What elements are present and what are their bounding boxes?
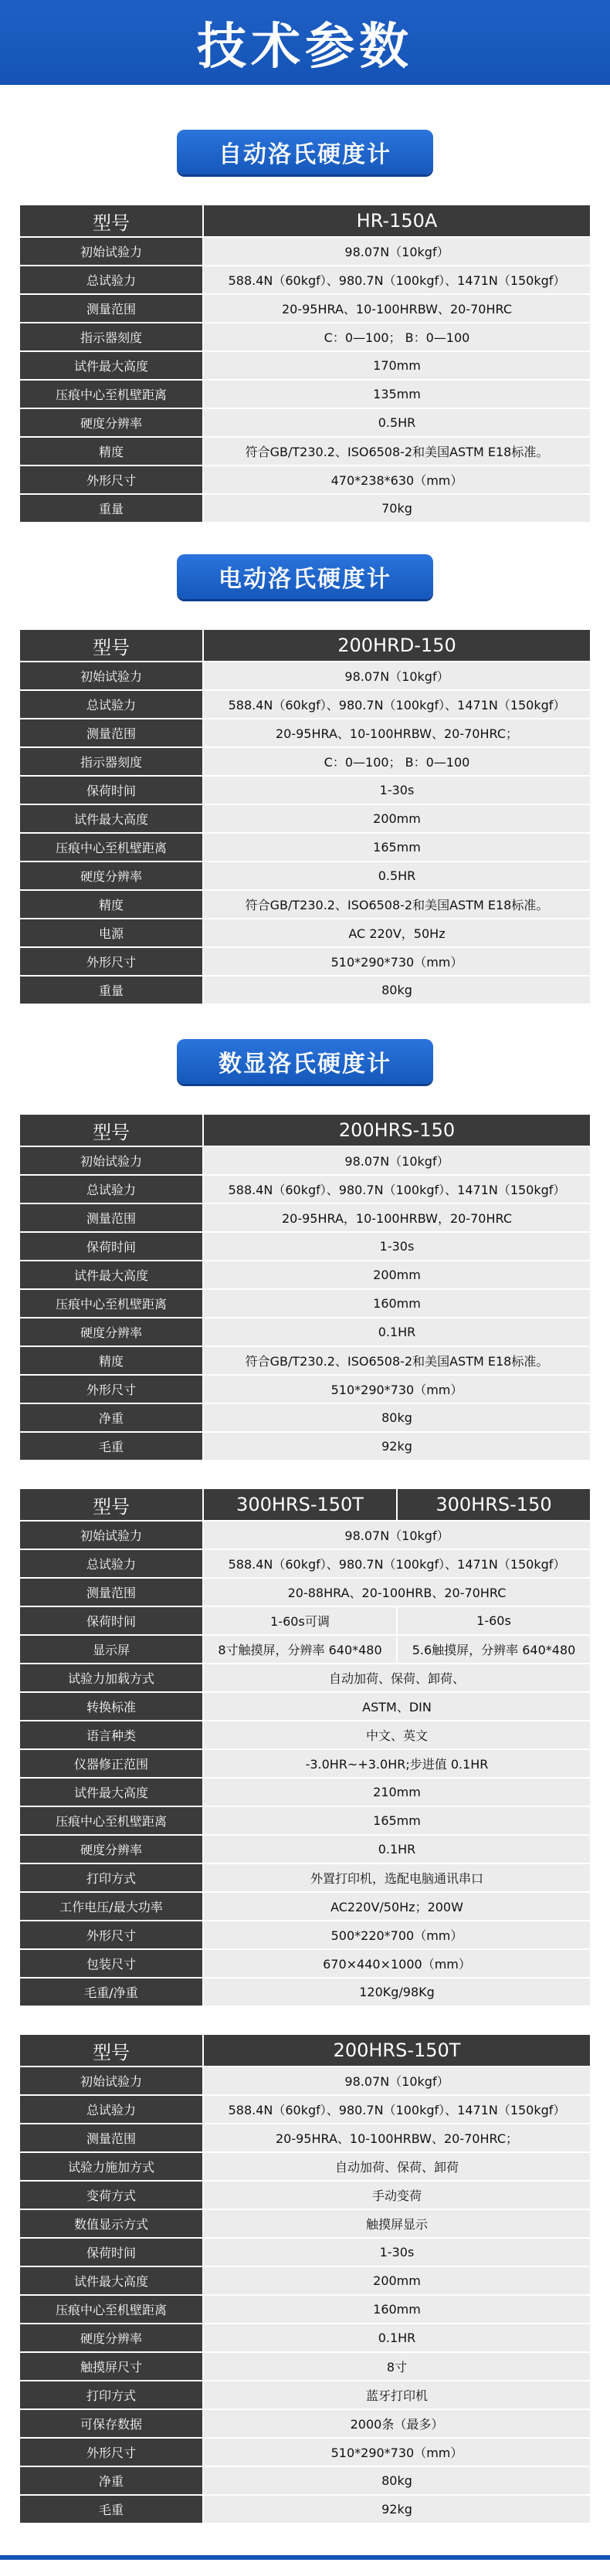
- table-row: [19, 1863, 591, 1892]
- spec-value: 自动加荷、保荷、卸荷: [203, 2152, 591, 2181]
- table-row: [19, 2266, 591, 2295]
- spec-label: 总试验力: [19, 1549, 203, 1578]
- table-row: [19, 1978, 591, 2006]
- spec-label: 测量范围: [19, 1203, 203, 1232]
- table-row: [19, 1949, 591, 1978]
- spec-label: 显示屏: [19, 1635, 203, 1664]
- spec-value: 510*290*730（mm）: [203, 947, 591, 976]
- spec-value: 符合GB/T230.2、ISO6508-2和美国ASTM E18标准。: [203, 437, 591, 465]
- spec-section: [0, 130, 610, 523]
- spec-label: 总试验力: [19, 1175, 203, 1203]
- model-value: 300HRS-150: [397, 1488, 591, 1521]
- table-row: [19, 861, 591, 890]
- spec-label: 重量: [19, 976, 203, 1004]
- table-row: [19, 1749, 591, 1778]
- table-row: [19, 947, 591, 976]
- spec-value: C：0—100； B：0—100: [203, 747, 591, 776]
- section-title: 自动洛氏硬度计: [177, 130, 433, 174]
- spec-label: 测量范围: [19, 294, 203, 323]
- spec-label: 初始试验力: [19, 662, 203, 690]
- model-label: 型号: [19, 2034, 203, 2067]
- spec-table: [19, 628, 591, 1005]
- table-row: [19, 408, 591, 437]
- spec-value: 670×440×1000（mm）: [203, 1949, 591, 1978]
- spec-value: -3.0HR~+3.0HR;步进值 0.1HR: [203, 1749, 591, 1778]
- table-row: [19, 1289, 591, 1318]
- spec-label: 毛重: [19, 2495, 203, 2524]
- spec-value: 500*220*700（mm）: [203, 1921, 591, 1949]
- spec-label: 硬度分辨率: [19, 408, 203, 437]
- spec-label: 试件最大高度: [19, 1261, 203, 1289]
- table-row: [19, 237, 591, 266]
- table-row: [19, 919, 591, 947]
- table-row: [19, 2238, 591, 2266]
- spec-label: 试验力加载方式: [19, 1664, 203, 1692]
- spec-label: 保荷时间: [19, 1232, 203, 1261]
- model-label: 型号: [19, 1488, 203, 1521]
- spec-label: 试件最大高度: [19, 351, 203, 380]
- section-title: 电动洛氏硬度计: [177, 554, 433, 599]
- spec-label: 硬度分辨率: [19, 861, 203, 890]
- spec-value: 0.5HR: [203, 408, 591, 437]
- spec-value: 8寸触摸屏，分辨率 640*480: [203, 1635, 397, 1664]
- spec-table: [19, 2033, 591, 2524]
- spec-label: 测量范围: [19, 1578, 203, 1606]
- table-row: [19, 2152, 591, 2181]
- spec-label: 外形尺寸: [19, 465, 203, 494]
- table-row: [19, 776, 591, 804]
- table-row: [19, 380, 591, 408]
- spec-label: 打印方式: [19, 2381, 203, 2409]
- spec-value: 210mm: [203, 1778, 591, 1806]
- spec-value: 200mm: [203, 2266, 591, 2295]
- table-row: [19, 1806, 591, 1835]
- table-row: [19, 465, 591, 494]
- spec-table: [19, 1113, 591, 1461]
- spec-value: C：0—100； B：0—100: [203, 323, 591, 351]
- spec-label: 压痕中心至机壁距离: [19, 2295, 203, 2324]
- table-row: [19, 351, 591, 380]
- spec-content: [0, 130, 610, 2524]
- spec-label: 包装尺寸: [19, 1949, 203, 1978]
- spec-value: 1-30s: [203, 1232, 591, 1261]
- spec-value: 0.1HR: [203, 1835, 591, 1863]
- spec-label: 初始试验力: [19, 1146, 203, 1175]
- spec-value: 165mm: [203, 1806, 591, 1835]
- spec-value: 98.07N（10kgf）: [203, 1521, 591, 1549]
- spec-value: 1-30s: [203, 2238, 591, 2266]
- spec-label: 外形尺寸: [19, 947, 203, 976]
- spec-value: 98.07N（10kgf）: [203, 1146, 591, 1175]
- table-row: [19, 323, 591, 351]
- spec-value: 蓝牙打印机: [203, 2381, 591, 2409]
- spec-label: 精度: [19, 890, 203, 919]
- table-row: [19, 2438, 591, 2466]
- spec-value: 手动变荷: [203, 2181, 591, 2209]
- table-row: [19, 1692, 591, 1721]
- spec-value: 20-95HRA、10-100HRBW、20-70HRC；: [203, 719, 591, 747]
- table-row: [19, 690, 591, 719]
- section-title-wrap: [0, 130, 610, 174]
- spec-label: 压痕中心至机壁距离: [19, 1806, 203, 1835]
- spec-label: 重量: [19, 494, 203, 523]
- spec-value: 80kg: [203, 1403, 591, 1432]
- spec-value: 符合GB/T230.2、ISO6508-2和美国ASTM E18标准。: [203, 1346, 591, 1375]
- spec-label: 硬度分辨率: [19, 1318, 203, 1346]
- spec-value: 符合GB/T230.2、ISO6508-2和美国ASTM E18标准。: [203, 890, 591, 919]
- spec-label: 指示器刻度: [19, 323, 203, 351]
- spec-value: 92kg: [203, 2495, 591, 2524]
- spec-label: 保荷时间: [19, 1606, 203, 1635]
- model-value: HR-150A: [203, 205, 591, 237]
- model-value: 300HRS-150T: [203, 1488, 397, 1521]
- table-row: [19, 747, 591, 776]
- table-row: [19, 2381, 591, 2409]
- spec-value: 200mm: [203, 804, 591, 833]
- spec-label: 压痕中心至机壁距离: [19, 380, 203, 408]
- spec-label: 外形尺寸: [19, 2438, 203, 2466]
- spec-label: 转换标准: [19, 1692, 203, 1721]
- spec-label: 试验力施加方式: [19, 2152, 203, 2181]
- spec-label: 压痕中心至机壁距离: [19, 1289, 203, 1318]
- spec-value: 中文、英文: [203, 1721, 591, 1749]
- spec-value: 588.4N（60kgf）、980.7N（100kgf）、1471N（150kgf）: [203, 690, 591, 719]
- model-value: 200HRS-150: [203, 1114, 591, 1146]
- section-title-wrap: [0, 554, 610, 599]
- spec-value: 165mm: [203, 833, 591, 861]
- spec-label: 变荷方式: [19, 2181, 203, 2209]
- spec-value: 160mm: [203, 1289, 591, 1318]
- spec-section: [0, 2033, 610, 2524]
- spec-value: 80kg: [203, 2466, 591, 2495]
- spec-value: 470*238*630（mm）: [203, 465, 591, 494]
- table-row: [19, 1432, 591, 1461]
- table-row: [19, 2324, 591, 2352]
- spec-value: 160mm: [203, 2295, 591, 2324]
- spec-value: 1-30s: [203, 776, 591, 804]
- model-label: 型号: [19, 205, 203, 237]
- spec-label: 指示器刻度: [19, 747, 203, 776]
- spec-value: 170mm: [203, 351, 591, 380]
- table-row: [19, 2095, 591, 2124]
- spec-label: 测量范围: [19, 2124, 203, 2152]
- spec-table: [19, 204, 591, 523]
- spec-label: 语言种类: [19, 1721, 203, 1749]
- table-row: [19, 2295, 591, 2324]
- table-row: [19, 833, 591, 861]
- spec-value: 0.1HR: [203, 2324, 591, 2352]
- spec-label: 毛重/净重: [19, 1978, 203, 2006]
- table-row: [19, 1549, 591, 1578]
- spec-label: 硬度分辨率: [19, 2324, 203, 2352]
- section-title-wrap: [0, 1039, 610, 1084]
- spec-label: 初始试验力: [19, 2067, 203, 2095]
- table-header-row: [19, 1488, 591, 1521]
- spec-label: 仪器修正范围: [19, 1749, 203, 1778]
- spec-value: 外置打印机，选配电脑通讯串口: [203, 1863, 591, 1892]
- spec-label: 净重: [19, 2466, 203, 2495]
- table-row: [19, 890, 591, 919]
- spec-label: 工作电压/最大功率: [19, 1892, 203, 1921]
- table-row: [19, 1261, 591, 1289]
- spec-label: 总试验力: [19, 690, 203, 719]
- spec-value: 1-60s: [397, 1606, 591, 1635]
- spec-value: 0.5HR: [203, 861, 591, 890]
- spec-label: 外形尺寸: [19, 1921, 203, 1949]
- table-row: [19, 1635, 591, 1664]
- table-row: [19, 437, 591, 465]
- spec-value: 588.4N（60kgf）、980.7N（100kgf）、1471N（150kgf）: [203, 1549, 591, 1578]
- spec-value: 1-60s可调: [203, 1606, 397, 1635]
- table-row: [19, 1175, 591, 1203]
- table-row: [19, 2181, 591, 2209]
- spec-value: 2000条（最多）: [203, 2409, 591, 2438]
- table-row: [19, 2124, 591, 2152]
- spec-section: [0, 1488, 610, 2007]
- spec-value: 92kg: [203, 1432, 591, 1461]
- table-row: [19, 2409, 591, 2438]
- spec-table: [19, 1488, 591, 2007]
- table-row: [19, 1778, 591, 1806]
- spec-label: 打印方式: [19, 1863, 203, 1892]
- spec-label: 外形尺寸: [19, 1375, 203, 1403]
- spec-label: 净重: [19, 1403, 203, 1432]
- spec-value: 510*290*730（mm）: [203, 1375, 591, 1403]
- model-label: 型号: [19, 1114, 203, 1146]
- footer-divider: [0, 2555, 610, 2560]
- spec-value: 120Kg/98Kg: [203, 1978, 591, 2006]
- table-row: [19, 1835, 591, 1863]
- spec-label: 电源: [19, 919, 203, 947]
- spec-label: 触摸屏尺寸: [19, 2352, 203, 2381]
- spec-value: 8寸: [203, 2352, 591, 2381]
- spec-label: 初始试验力: [19, 1521, 203, 1549]
- spec-label: 总试验力: [19, 2095, 203, 2124]
- spec-label: 保荷时间: [19, 776, 203, 804]
- spec-value: 5.6触摸屏，分辨率 640*480: [397, 1635, 591, 1664]
- table-header-row: [19, 205, 591, 237]
- table-row: [19, 1346, 591, 1375]
- spec-value: 70kg: [203, 494, 591, 523]
- spec-value: 588.4N（60kgf）、980.7N（100kgf）、1471N（150kgf）: [203, 1175, 591, 1203]
- spec-label: 精度: [19, 437, 203, 465]
- table-row: [19, 1146, 591, 1175]
- spec-section: [0, 1039, 610, 1461]
- spec-label: 初始试验力: [19, 237, 203, 266]
- section-title: 数显洛氏硬度计: [177, 1039, 433, 1084]
- spec-label: 精度: [19, 1346, 203, 1375]
- spec-label: 硬度分辨率: [19, 1835, 203, 1863]
- table-row: [19, 1375, 591, 1403]
- table-row: [19, 719, 591, 747]
- table-row: [19, 1606, 591, 1635]
- spec-value: 20-88HRA、20-100HRB、20-70HRC: [203, 1578, 591, 1606]
- model-value: 200HRD-150: [203, 629, 591, 662]
- table-header-row: [19, 2034, 591, 2067]
- spec-value: AC 220V，50Hz: [203, 919, 591, 947]
- spec-value: 自动加荷、保荷、卸荷、: [203, 1664, 591, 1692]
- table-row: [19, 1203, 591, 1232]
- spec-value: 触摸屏显示: [203, 2209, 591, 2238]
- spec-label: 测量范围: [19, 719, 203, 747]
- table-row: [19, 2209, 591, 2238]
- spec-value: ASTM、DIN: [203, 1692, 591, 1721]
- table-row: [19, 2352, 591, 2381]
- table-row: [19, 1892, 591, 1921]
- table-row: [19, 1232, 591, 1261]
- table-row: [19, 804, 591, 833]
- table-row: [19, 1578, 591, 1606]
- spec-value: 588.4N（60kgf）、980.7N（100kgf）、1471N（150kgf）: [203, 266, 591, 294]
- spec-label: 试件最大高度: [19, 1778, 203, 1806]
- table-row: [19, 976, 591, 1004]
- spec-value: 20-95HRA、10-100HRBW、20-70HRC: [203, 294, 591, 323]
- spec-value: 200mm: [203, 1261, 591, 1289]
- table-row: [19, 266, 591, 294]
- spec-label: 数值显示方式: [19, 2209, 203, 2238]
- table-row: [19, 1521, 591, 1549]
- spec-value: 98.07N（10kgf）: [203, 2067, 591, 2095]
- spec-value: 20-95HRA，10-100HRBW，20-70HRC: [203, 1203, 591, 1232]
- spec-value: 0.1HR: [203, 1318, 591, 1346]
- table-row: [19, 294, 591, 323]
- spec-label: 压痕中心至机壁距离: [19, 833, 203, 861]
- table-row: [19, 2067, 591, 2095]
- table-header-row: [19, 1114, 591, 1146]
- table-row: [19, 494, 591, 523]
- spec-label: 试件最大高度: [19, 2266, 203, 2295]
- spec-label: 试件最大高度: [19, 804, 203, 833]
- table-row: [19, 1664, 591, 1692]
- spec-value: 98.07N（10kgf）: [203, 237, 591, 266]
- table-row: [19, 2466, 591, 2495]
- table-row: [19, 1318, 591, 1346]
- spec-label: 总试验力: [19, 266, 203, 294]
- model-label: 型号: [19, 629, 203, 662]
- table-header-row: [19, 629, 591, 662]
- table-row: [19, 2495, 591, 2524]
- spec-label: 毛重: [19, 1432, 203, 1461]
- spec-value: 588.4N（60kgf）、980.7N（100kgf）、1471N（150kgf）: [203, 2095, 591, 2124]
- table-row: [19, 1921, 591, 1949]
- spec-value: 98.07N（10kgf）: [203, 662, 591, 690]
- table-row: [19, 1721, 591, 1749]
- spec-label: 保荷时间: [19, 2238, 203, 2266]
- spec-value: 80kg: [203, 976, 591, 1004]
- spec-section: [0, 554, 610, 1005]
- spec-value: AC220V/50Hz；200W: [203, 1892, 591, 1921]
- table-row: [19, 662, 591, 690]
- spec-value: 20-95HRA、10-100HRBW、20-70HRC；: [203, 2124, 591, 2152]
- table-row: [19, 1403, 591, 1432]
- spec-value: 135mm: [203, 380, 591, 408]
- page-title: 技术参数: [197, 19, 413, 76]
- model-value: 200HRS-150T: [203, 2034, 591, 2067]
- spec-label: 可保存数据: [19, 2409, 203, 2438]
- page-header: [0, 0, 610, 85]
- spec-value: 510*290*730（mm）: [203, 2438, 591, 2466]
